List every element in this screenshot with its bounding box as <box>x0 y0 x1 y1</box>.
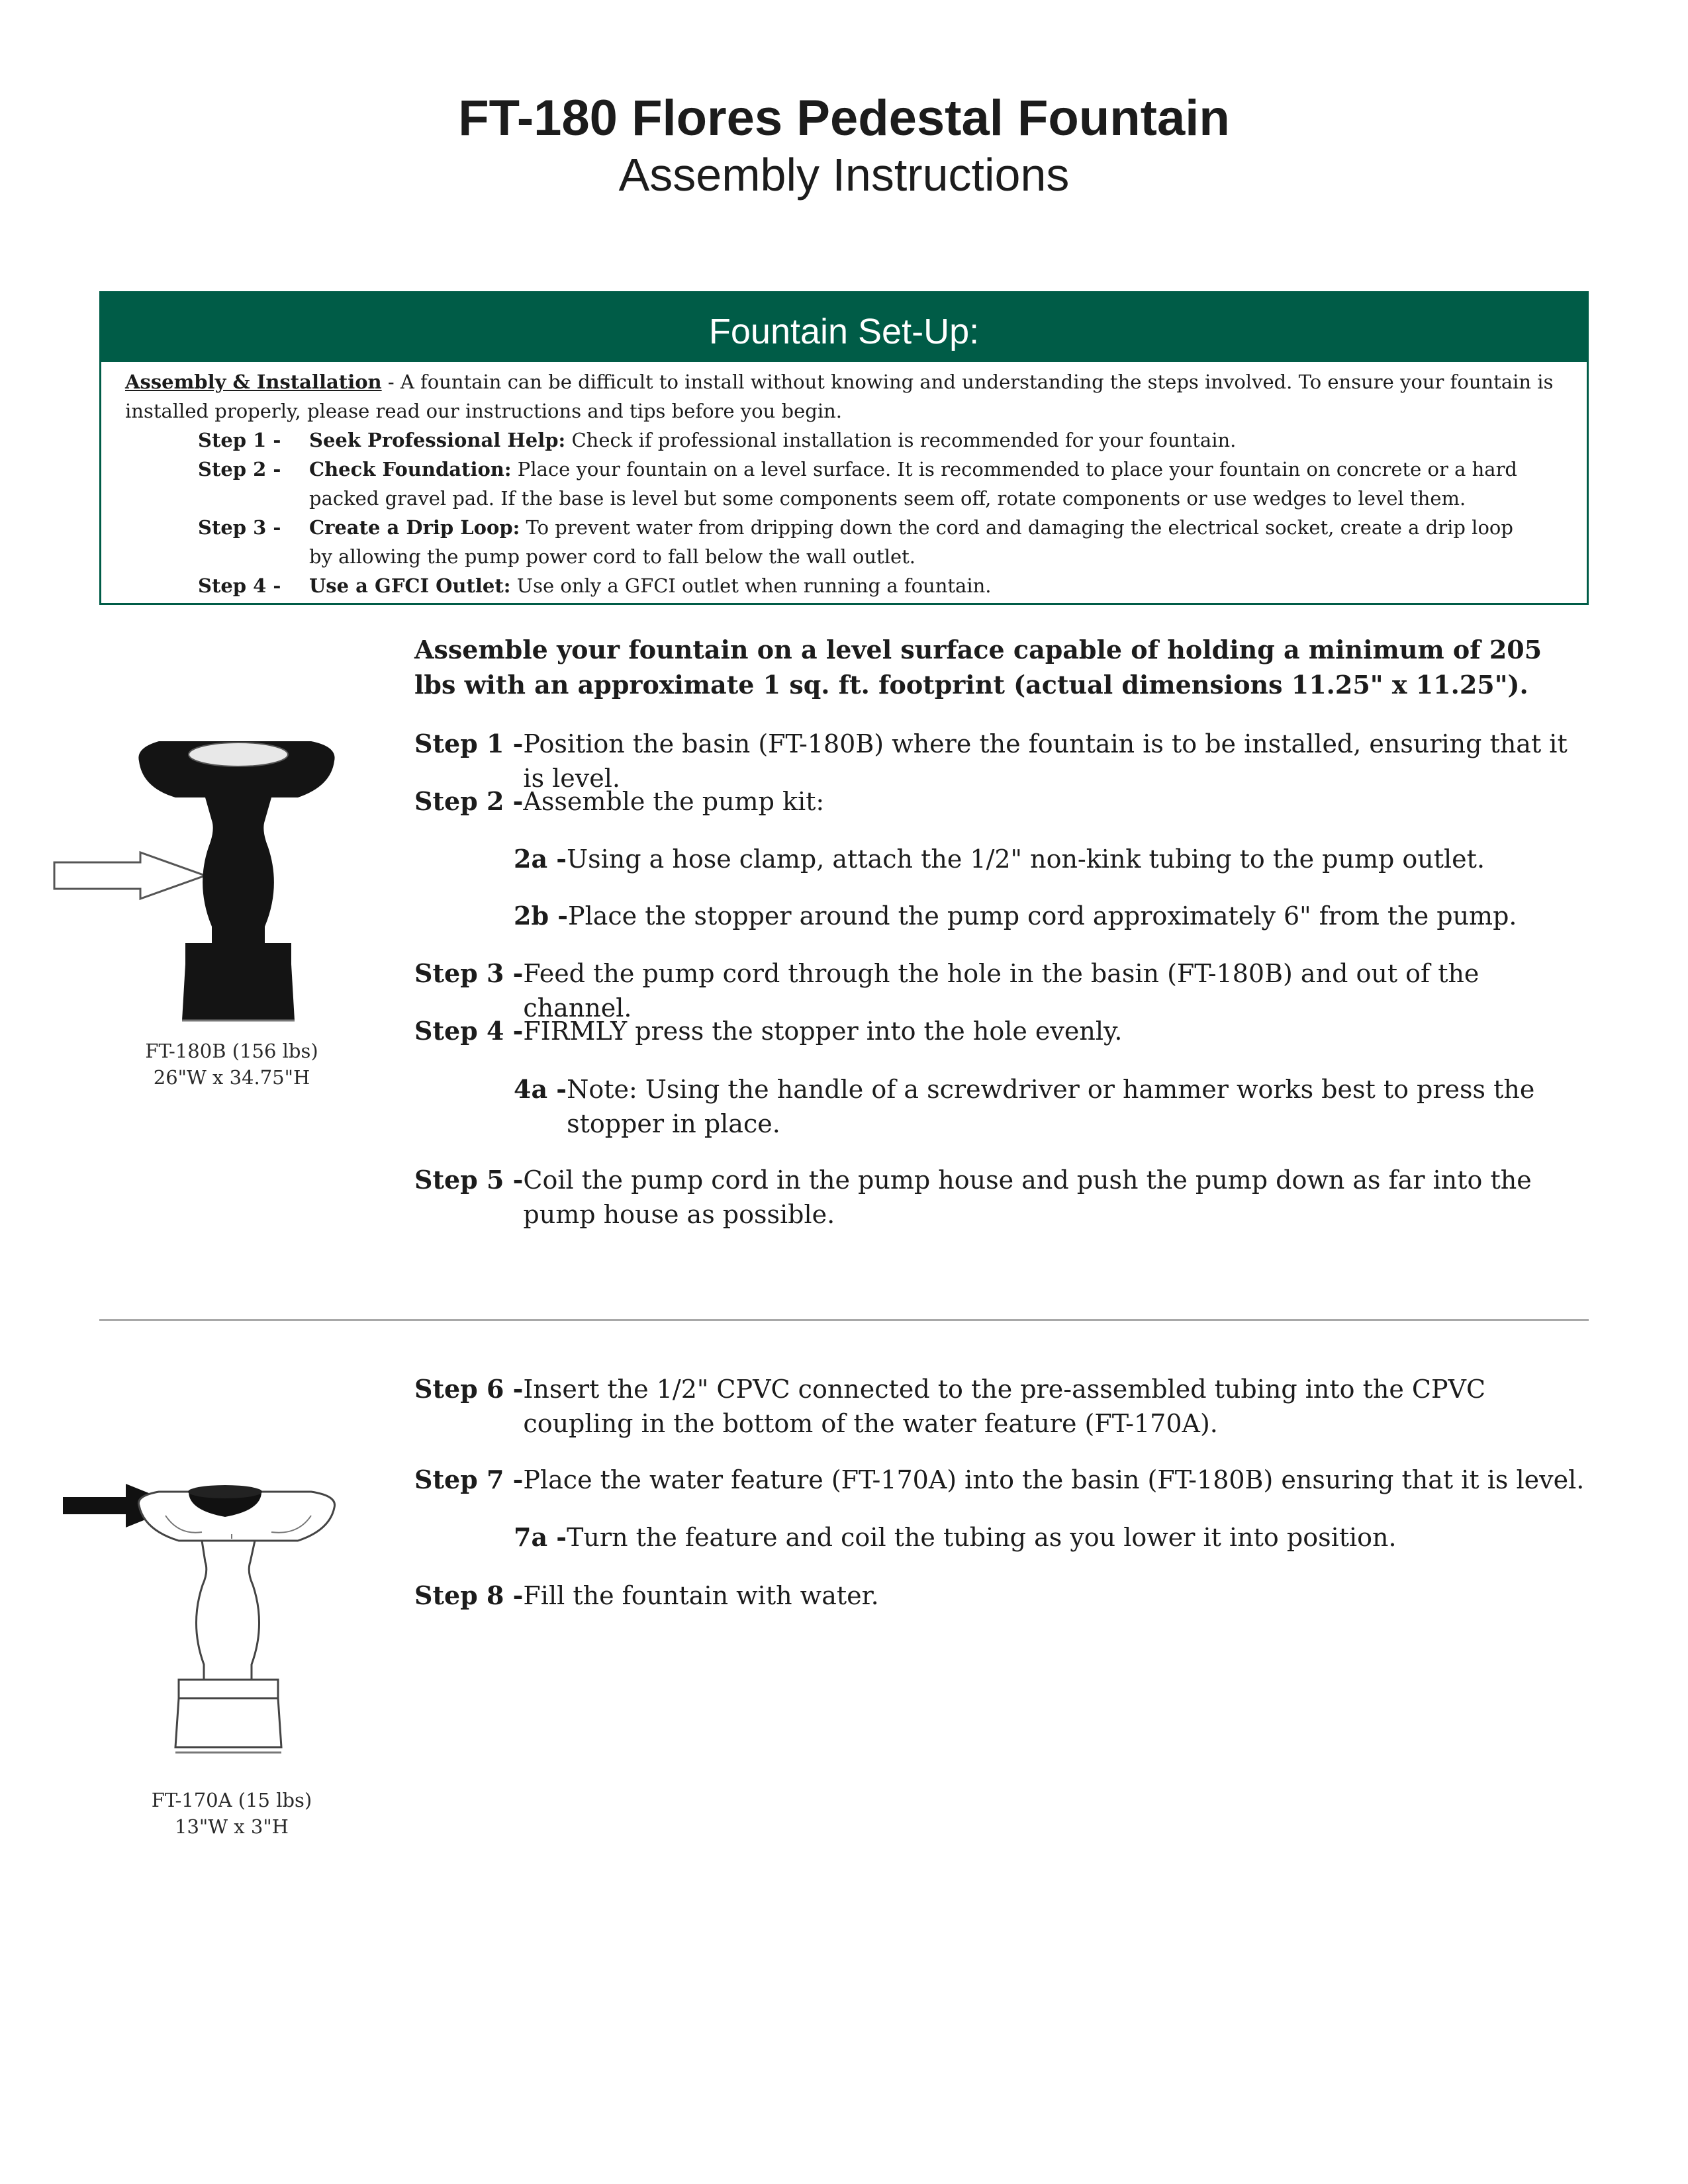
step-label: Step 7 - <box>414 1465 524 1494</box>
assembly-step-7 <box>414 1463 1593 1497</box>
assembly-step-7a <box>514 1520 1593 1555</box>
step-label: Step 8 - <box>414 1580 524 1610</box>
setup-intro-label: Assembly & Installation <box>125 371 382 393</box>
fountain-figure-1 <box>46 735 357 1026</box>
step-text: Fill the fountain with water. <box>523 1581 879 1610</box>
setup-step-3 <box>125 513 1575 571</box>
figure-2-caption-line2: 13"W x 3"H <box>175 1815 289 1838</box>
step-text: Position the basin (FT-180B) where the fountain is to be installed, ensuring that it is level. <box>523 729 1568 793</box>
setup-step-title: Seek Professional Help: <box>309 429 566 451</box>
step-label: 2a - <box>514 844 567 874</box>
step-label: Step 2 - <box>414 786 524 816</box>
step-text: Turn the feature and coil the tubing as you lower it into position. <box>567 1523 1397 1552</box>
document-title: FT-180 Flores Pedestal Fountain <box>458 90 1230 146</box>
assembly-step-6 <box>414 1372 1593 1441</box>
fountain-setup-box <box>99 291 1589 605</box>
step-label: 7a - <box>514 1522 567 1552</box>
assembly-step-2a <box>514 842 1593 876</box>
assembly-intro: Assemble your fountain on a level surface capable of holding a minimum of 205 lbs with an approximate 1 sq. ft. footprint (actual dimensions 11.25" x 11.25"). <box>414 635 1542 700</box>
setup-step-2 <box>125 455 1575 513</box>
step-text: Using a hose clamp, attach the 1/2" non-kink tubing to the pump outlet. <box>567 844 1485 874</box>
setup-body <box>125 367 1575 600</box>
setup-step-number: Step 3 - <box>198 516 281 539</box>
step-text: Place the stopper around the pump cord approximately 6" from the pump. <box>568 901 1517 931</box>
assembly-step-2 <box>414 784 1593 819</box>
figure-2-caption <box>99 1787 364 1840</box>
document-subtitle: Assembly Instructions <box>618 149 1070 201</box>
step-label: 4a - <box>514 1074 567 1104</box>
step-label: Step 1 - <box>414 729 524 758</box>
setup-step-text: Use only a GFCI outlet when running a fountain. <box>510 574 992 597</box>
step-text: Coil the pump cord in the pump house and push the pump down as far into the pump house as possible. <box>523 1165 1532 1229</box>
step-label: Step 6 - <box>414 1374 524 1404</box>
step-label: Step 4 - <box>414 1016 524 1046</box>
figure-1-caption-line2: 26"W x 34.75"H <box>153 1066 310 1089</box>
step-text: FIRMLY press the stopper into the hole evenly. <box>523 1017 1123 1046</box>
setup-intro <box>125 367 1575 426</box>
hollow-arrow-icon <box>54 852 205 899</box>
assembly-step-8 <box>414 1578 1593 1613</box>
step-text: Insert the 1/2" CPVC connected to the pre-assembled tubing into the CPVC coupling in the bottom of the water feature (FT-170A). <box>523 1375 1486 1438</box>
assembly-step-4a <box>514 1072 1599 1141</box>
setup-step-text: Check if professional installation is recommended for your fountain. <box>565 429 1237 451</box>
figure-2-caption-line1: FT-170A (15 lbs) <box>151 1789 312 1811</box>
step-label: Step 5 - <box>414 1165 524 1195</box>
setup-step-1 <box>125 426 1575 455</box>
title-block <box>0 89 1688 203</box>
setup-step-title: Create a Drip Loop: <box>309 516 520 539</box>
setup-step-title: Use a GFCI Outlet: <box>309 574 511 597</box>
step-text: Assemble the pump kit: <box>523 787 825 816</box>
fountain-outline-icon <box>138 1485 334 1752</box>
setup-step-text: To prevent water from dripping down the cord and damaging the electrical socket, create a drip loop by allowing the pump power cord to fall below the wall outlet. <box>309 516 1513 568</box>
setup-step-text: Place your fountain on a level surface. It is recommended to place your fountain on concrete or a hard packed gravel pad. If the base is level but some components seem off, rotate components or use wedges to level them. <box>309 458 1517 510</box>
figure-1-caption-line1: FT-180B (156 lbs) <box>145 1040 318 1062</box>
setup-step-number: Step 2 - <box>198 458 281 480</box>
fountain-figure-2 <box>60 1469 351 1760</box>
setup-step-number: Step 1 - <box>198 429 281 451</box>
figure-1-caption <box>99 1038 364 1091</box>
step-text: Feed the pump cord through the hole in the basin (FT-180B) and out of the channel. <box>523 959 1479 1023</box>
setup-step-title: Check Foundation: <box>309 458 512 480</box>
step-label: Step 3 - <box>414 958 524 988</box>
assembly-step-2b <box>514 899 1593 933</box>
assembly-step-5 <box>414 1163 1540 1232</box>
step-label: 2b - <box>514 901 569 931</box>
assembly-step-4 <box>414 1014 1593 1048</box>
setup-intro-text: - A fountain can be difficult to install without knowing and understanding the steps involved. To ensure your fountain is installed properly, please read our instructions and tips before you begin. <box>125 371 1554 422</box>
setup-header: Fountain Set-Up: <box>101 293 1587 362</box>
setup-step-number: Step 4 - <box>198 574 281 597</box>
section-divider <box>99 1319 1589 1321</box>
setup-step-4 <box>125 571 1575 600</box>
step-text: Note: Using the handle of a screwdriver or hammer works best to press the stopper in place. <box>567 1075 1535 1138</box>
step-text: Place the water feature (FT-170A) into the basin (FT-180B) ensuring that it is level. <box>523 1465 1585 1494</box>
